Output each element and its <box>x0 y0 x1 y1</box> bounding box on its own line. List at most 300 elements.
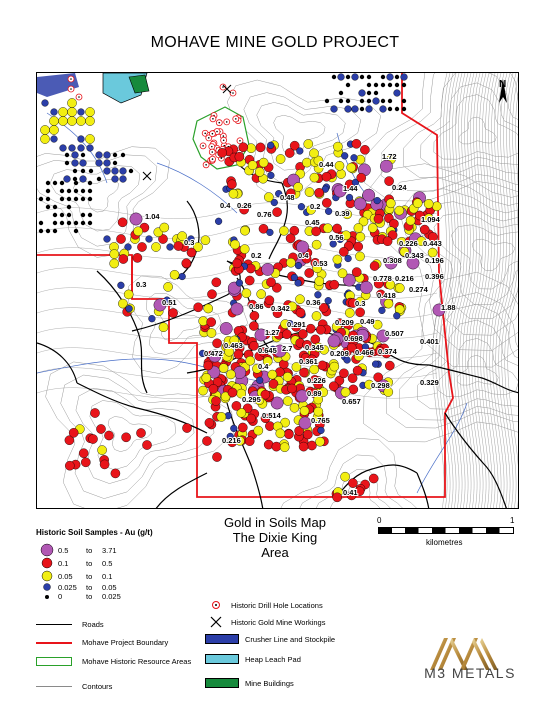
sample-black <box>346 99 350 103</box>
sample-red <box>90 408 99 417</box>
sample-red <box>232 401 241 410</box>
sample-yellow <box>199 317 208 326</box>
sample-red <box>330 280 339 289</box>
sample-yellow <box>49 125 58 134</box>
sample-red <box>266 278 275 287</box>
sample-yellow <box>312 240 321 249</box>
sample-high <box>360 281 372 293</box>
sample-black <box>60 213 64 217</box>
sample-black <box>67 197 71 201</box>
sample-red <box>122 433 131 442</box>
sample-value-label: 0.4 <box>298 251 309 260</box>
sample-black <box>374 83 378 87</box>
sample-yellow <box>333 255 342 264</box>
sample-red <box>239 143 248 152</box>
sample-yellow <box>226 370 235 379</box>
sample-blue <box>51 109 58 116</box>
sample-red <box>79 449 88 458</box>
legend-circle-purple <box>36 543 58 557</box>
sample-red <box>169 308 178 317</box>
legend-crusher <box>205 634 335 644</box>
sample-black <box>53 213 57 217</box>
page-title: MOHAVE MINE GOLD PROJECT <box>150 34 400 51</box>
legend-to: 0.1 <box>102 571 113 581</box>
sample-yellow <box>341 472 350 481</box>
sample-yellow <box>283 396 292 405</box>
sample-yellow <box>257 290 266 299</box>
sample-red <box>133 253 142 262</box>
sample-black <box>346 83 350 87</box>
drill-hole-dot <box>212 133 214 135</box>
sample-black <box>67 213 71 217</box>
sample-black <box>402 107 406 111</box>
sample-black <box>60 221 64 225</box>
sample-yellow <box>40 134 49 143</box>
sample-yellow <box>310 365 319 374</box>
sample-red <box>205 418 214 427</box>
sample-yellow <box>341 388 350 397</box>
drill-hole-dot <box>78 96 80 98</box>
sample-yellow <box>337 169 346 178</box>
sample-yellow <box>207 328 216 337</box>
sample-black <box>67 221 71 225</box>
drill-hole-dot <box>211 146 213 148</box>
sample-red <box>238 423 247 432</box>
sample-yellow <box>151 242 160 251</box>
sample-black <box>39 197 43 201</box>
sample-value-label: 0.401 <box>420 337 439 346</box>
sample-black <box>367 83 371 87</box>
sample-black <box>46 229 50 233</box>
sample-black <box>88 181 92 185</box>
sample-black <box>65 153 69 157</box>
sample-yellow <box>280 443 289 452</box>
sample-yellow <box>386 199 395 208</box>
sample-blue <box>72 152 79 159</box>
sample-blue <box>346 194 353 201</box>
sample-red <box>250 311 259 320</box>
sample-red <box>142 440 151 449</box>
sample-black <box>65 161 69 165</box>
sample-blue <box>296 148 303 155</box>
legend-label: Mohave Historic Resource Areas <box>82 657 192 666</box>
sample-blue <box>78 109 85 116</box>
sample-red <box>104 431 113 440</box>
sample-red <box>202 436 211 445</box>
sample-red <box>137 242 146 251</box>
sample-yellow <box>283 372 292 381</box>
sample-value-label: 0.51 <box>162 298 177 307</box>
sample-red <box>420 225 429 234</box>
drill-hole-dot <box>221 157 223 159</box>
sample-value-label: 0.765 <box>311 416 330 425</box>
legend-label: Mine Buildings <box>245 678 294 688</box>
map-title-line-2: The Dixie King <box>232 530 318 545</box>
legend-label: Historic Gold Mine Workings <box>231 617 326 627</box>
sample-blue <box>325 297 332 304</box>
sample-blue <box>359 90 366 97</box>
sample-black <box>88 189 92 193</box>
sample-black <box>53 181 57 185</box>
sample-black <box>395 107 399 111</box>
legend-to-word: to <box>86 582 93 592</box>
sample-black <box>81 197 85 201</box>
sample-black <box>332 75 336 79</box>
sample-red <box>322 172 331 181</box>
scale-bar-graphic <box>378 527 518 535</box>
sample-yellow <box>354 223 363 232</box>
sample-high <box>234 366 246 378</box>
sample-black <box>113 153 117 157</box>
sample-yellow <box>170 270 179 279</box>
legend-circle-red <box>36 557 58 569</box>
sample-value-label: 0.342 <box>271 304 290 313</box>
sample-yellow <box>85 107 94 116</box>
sample-yellow <box>160 223 169 232</box>
sample-yellow <box>368 223 377 232</box>
boundary-swatch <box>36 642 72 644</box>
sample-yellow <box>67 98 76 107</box>
sample-red <box>234 350 243 359</box>
sample-value-label: 0.343 <box>405 251 424 260</box>
sample-blue <box>104 160 111 167</box>
sample-blue <box>96 160 103 167</box>
roads-swatch <box>36 624 72 625</box>
sample-value-label: 0.216 <box>222 436 241 445</box>
sample-value-label: 0.443 <box>423 239 442 248</box>
sample-blue <box>291 274 298 281</box>
sample-red <box>136 428 145 437</box>
sample-yellow <box>294 183 303 192</box>
sample-blue <box>112 168 119 175</box>
sample-red <box>352 268 361 277</box>
sample-blue <box>42 100 49 107</box>
sample-blue <box>112 176 119 183</box>
sample-red <box>256 143 265 152</box>
drill-hole-dot <box>204 132 206 134</box>
sample-red <box>322 198 331 207</box>
legend-mine-workings <box>209 616 325 628</box>
sample-yellow <box>395 283 404 292</box>
sample-value-label: 1.04 <box>145 212 160 221</box>
sample-blue <box>331 106 338 113</box>
sample-black <box>388 107 392 111</box>
legend-resource-areas <box>36 657 191 666</box>
sample-black <box>395 75 399 79</box>
sample-yellow <box>219 364 228 373</box>
sample-red <box>354 242 363 251</box>
soil-legend-title: Historic Soil Samples - Au (g/t) <box>36 528 153 537</box>
sample-red <box>296 308 305 317</box>
sample-yellow <box>345 308 354 317</box>
soil-map[interactable] <box>36 72 519 509</box>
sample-red <box>182 423 191 432</box>
sample-red <box>232 259 241 268</box>
sample-black <box>73 177 77 181</box>
contours-swatch <box>36 686 72 687</box>
sample-red <box>339 369 348 378</box>
sample-blue <box>373 98 380 105</box>
sample-high <box>328 335 340 347</box>
sample-value-label: 0.507 <box>385 329 404 338</box>
sample-blue <box>69 145 76 152</box>
sample-value-label: 0.209 <box>330 349 349 358</box>
legend-to: 3.71 <box>102 545 117 555</box>
sample-value-label: 0.295 <box>242 395 261 404</box>
sample-yellow <box>424 199 433 208</box>
sample-blue <box>104 236 111 243</box>
sample-value-label: 0.39 <box>335 209 350 218</box>
logo-text: M3 METALS <box>424 665 516 681</box>
crossed-picks-icon <box>143 172 151 180</box>
sample-red <box>116 234 125 243</box>
legend-circle-yellow <box>36 570 58 582</box>
sample-red <box>272 442 281 451</box>
sample-red <box>315 188 324 197</box>
sample-high <box>262 263 274 275</box>
sample-black <box>89 169 93 173</box>
sample-blue <box>215 218 222 225</box>
sample-red <box>187 248 196 257</box>
sample-black <box>81 221 85 225</box>
sample-black <box>74 189 78 193</box>
sample-black <box>46 181 50 185</box>
sample-black <box>46 197 50 201</box>
sample-blue <box>318 427 325 434</box>
legend-label: Roads <box>82 620 104 629</box>
sample-red <box>88 434 97 443</box>
north-label: N <box>499 79 507 90</box>
sample-blue <box>96 152 103 159</box>
drill-hole-dot <box>212 118 214 120</box>
sample-black <box>81 153 85 157</box>
sample-black <box>39 221 43 225</box>
sample-red <box>212 452 221 461</box>
legend-label: Contours <box>82 682 113 691</box>
sample-value-label: 1.72 <box>382 152 397 161</box>
sample-blue <box>64 176 71 183</box>
sample-yellow <box>310 173 319 182</box>
sample-blue <box>345 106 352 113</box>
sample-red <box>245 276 254 285</box>
legend-from: 0.05 <box>58 571 73 581</box>
sample-yellow <box>276 429 285 438</box>
sample-yellow <box>335 161 344 170</box>
sample-blue <box>80 160 87 167</box>
heap-leach-swatch <box>205 654 239 664</box>
sample-black <box>88 213 92 217</box>
sample-yellow <box>254 426 263 435</box>
sample-value-label: 0.48 <box>280 193 295 202</box>
sample-blue <box>351 154 358 161</box>
sample-yellow <box>49 116 58 125</box>
sample-blue <box>126 305 133 312</box>
sample-value-label: 0.41 <box>343 488 358 497</box>
sample-yellow <box>314 407 323 416</box>
sample-high <box>220 322 232 334</box>
sample-red <box>333 493 342 502</box>
sample-black <box>60 197 64 201</box>
sample-black <box>360 75 364 79</box>
sample-yellow <box>304 139 313 148</box>
sample-black <box>381 83 385 87</box>
sample-yellow <box>432 202 441 211</box>
sample-yellow <box>76 116 85 125</box>
sample-yellow <box>204 304 213 313</box>
sample-blue <box>372 361 379 368</box>
legend-to: 0.025 <box>102 592 121 601</box>
crusher-swatch <box>205 634 239 644</box>
sample-yellow <box>286 258 295 267</box>
sample-value-label: 0.463 <box>224 341 243 350</box>
sample-red <box>385 361 394 370</box>
sample-yellow <box>302 158 311 167</box>
sample-blue <box>325 208 332 215</box>
sample-yellow <box>347 163 356 172</box>
legend-circle-blue <box>36 582 58 592</box>
legend-boundary <box>36 638 168 647</box>
sample-yellow <box>315 437 324 446</box>
sample-yellow <box>305 188 314 197</box>
sample-labels-layer <box>136 152 456 497</box>
scale-start: 0 <box>377 516 382 525</box>
sample-red <box>249 321 258 330</box>
legend-from: 0 <box>58 592 63 601</box>
map-title-line-1: Gold in Soils Map <box>224 515 326 530</box>
sample-value-label: 0.698 <box>344 334 363 343</box>
sample-black <box>46 205 50 209</box>
sample-value-label: 0.291 <box>287 320 306 329</box>
sample-black <box>113 161 117 165</box>
sample-blue <box>104 152 111 159</box>
sample-yellow <box>58 107 67 116</box>
sample-blue <box>374 197 381 204</box>
sample-red <box>369 474 378 483</box>
sample-red <box>213 339 222 348</box>
sample-yellow <box>201 236 210 245</box>
sample-red <box>69 428 78 437</box>
sample-black <box>388 99 392 103</box>
sample-blue <box>366 106 373 113</box>
sample-red <box>339 247 348 256</box>
sample-blue <box>149 315 156 322</box>
sample-value-label: 0.209 <box>335 318 354 327</box>
legend-class-2 <box>36 557 112 569</box>
sample-yellow <box>309 149 318 158</box>
sample-blue <box>352 106 359 113</box>
sample-blue <box>298 203 305 210</box>
sample-blue <box>380 106 387 113</box>
sample-blue <box>268 172 275 179</box>
sample-value-label: 0.2 <box>251 251 262 260</box>
sample-red <box>312 227 321 236</box>
sample-blue <box>80 176 87 183</box>
sample-yellow <box>268 370 277 379</box>
sample-value-label: 0.226 <box>399 239 418 248</box>
sample-value-label: 0.3 <box>136 280 147 289</box>
drill-hole-dot <box>223 135 225 137</box>
sample-black <box>88 221 92 225</box>
sample-value-label: 0.645 <box>258 346 277 355</box>
legend-class-3 <box>36 570 112 582</box>
sample-red <box>316 325 325 334</box>
sample-yellow <box>330 362 339 371</box>
sample-black <box>339 91 343 95</box>
sample-blue <box>401 74 408 81</box>
sample-yellow <box>413 199 422 208</box>
sample-red <box>348 479 357 488</box>
sample-blue <box>120 168 127 175</box>
sample-yellow <box>242 289 251 298</box>
sample-black <box>367 75 371 79</box>
legend-class-4 <box>36 582 117 592</box>
sample-black <box>53 205 57 209</box>
sample-red <box>307 441 316 450</box>
sample-high <box>380 160 392 172</box>
drill-hole-dot <box>222 86 224 88</box>
legend-roads <box>36 620 104 629</box>
sample-value-label: 0.514 <box>262 411 281 420</box>
legend-to-word: to <box>86 545 93 555</box>
sample-black <box>81 213 85 217</box>
sample-value-label: 0.657 <box>342 397 361 406</box>
sample-yellow <box>124 290 133 299</box>
sample-red <box>245 437 254 446</box>
sample-blue <box>78 136 85 143</box>
sample-black <box>97 177 101 181</box>
sample-red <box>282 330 291 339</box>
sample-red <box>352 139 361 148</box>
sample-red <box>306 324 315 333</box>
sample-red <box>357 173 366 182</box>
sample-black <box>88 197 92 201</box>
sample-blue <box>352 74 359 81</box>
sample-yellow <box>300 406 309 415</box>
map-canvas[interactable] <box>37 73 519 509</box>
sample-black <box>367 91 371 95</box>
sample-red <box>182 259 191 268</box>
sample-yellow <box>276 154 285 163</box>
legend-circle-black <box>36 593 58 601</box>
sample-red <box>209 384 218 393</box>
drill-hole-dot <box>212 158 214 160</box>
sample-red <box>96 424 105 433</box>
sample-yellow <box>355 252 364 261</box>
sample-red <box>194 303 203 312</box>
sample-blue <box>236 280 243 287</box>
sample-value-label: 0.53 <box>313 259 328 268</box>
sample-black <box>74 197 78 201</box>
sample-red <box>119 254 128 263</box>
legend-from: 0.5 <box>58 545 69 555</box>
sample-value-label: 0.418 <box>377 291 396 300</box>
sample-value-label: 0.86 <box>249 302 264 311</box>
sample-black <box>60 189 64 193</box>
sample-value-label: 0.226 <box>307 376 326 385</box>
sample-value-label: 0.76 <box>257 210 272 219</box>
drill-hole-dot <box>205 164 207 166</box>
sample-black <box>81 169 85 173</box>
sample-yellow <box>295 295 304 304</box>
sample-value-label: 0.274 <box>409 285 428 294</box>
sample-yellow <box>134 227 143 236</box>
sample-value-label: 2.7 <box>282 344 293 353</box>
sample-yellow <box>240 226 249 235</box>
legend-mine-buildings <box>205 678 294 688</box>
sample-yellow <box>264 193 273 202</box>
legend-class-1 <box>36 543 117 557</box>
sample-value-label: 0.45 <box>305 218 320 227</box>
